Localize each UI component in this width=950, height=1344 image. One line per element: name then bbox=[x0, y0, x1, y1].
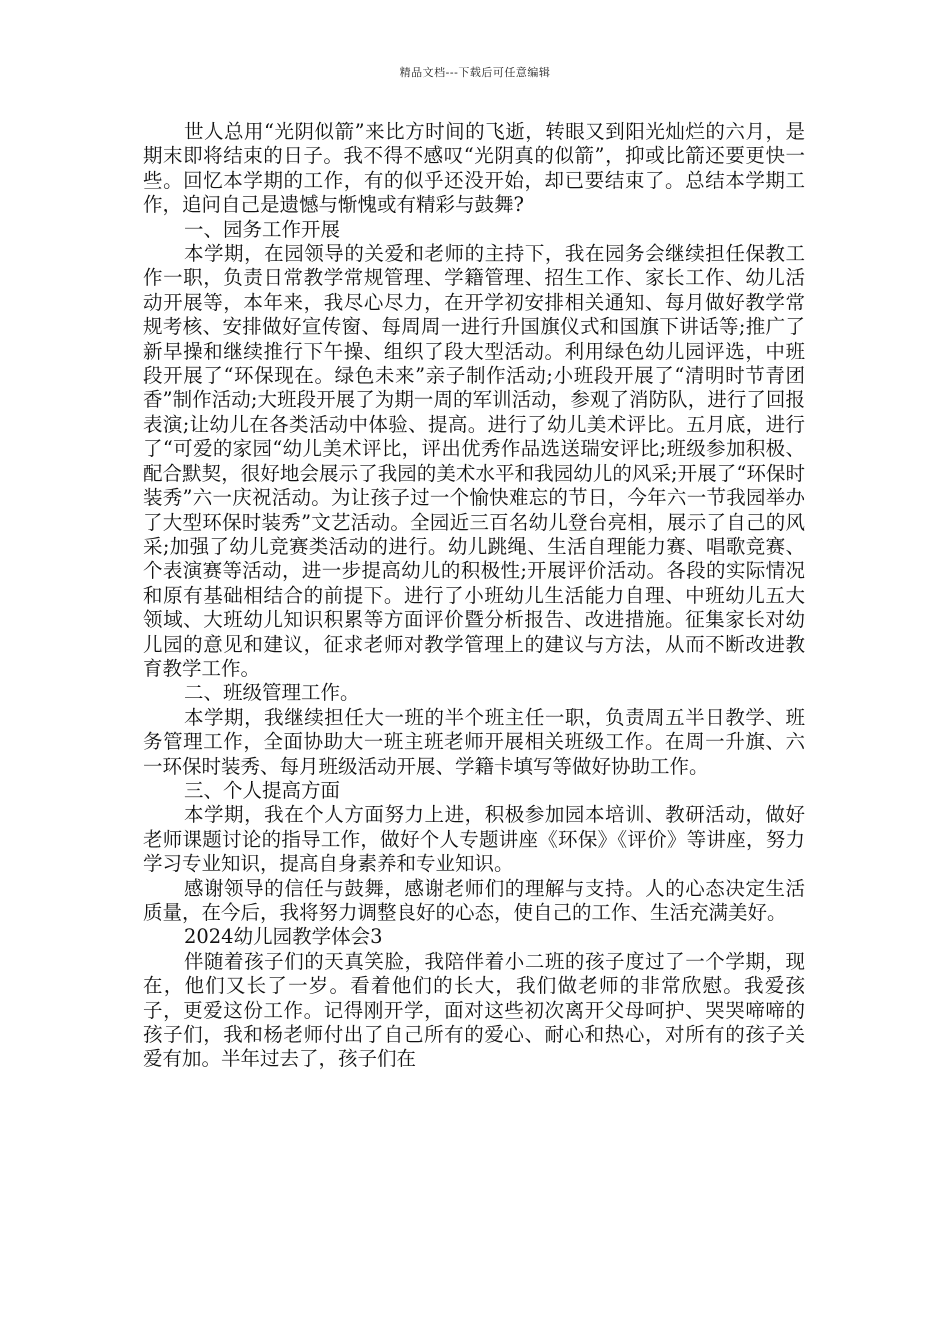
section-3-paragraph: 本学期，我在个人方面努力上进，积极参加园本培训、教研活动，做好老师课题讨论的指导工作，做好个人专题讲座《环保》《评价》等讲座，努力学习专业知识，提高自身素养和专业知识。 bbox=[143, 803, 805, 876]
closing-paragraph: 感谢领导的信任与鼓舞，感谢老师们的理解与支持。人的心态决定生活质量，在今后，我将努力调整良好的心态，使自己的工作、生活充满美好。 bbox=[143, 876, 805, 924]
page-header: 精品文档---下载后可任意编辑 bbox=[399, 66, 551, 79]
article-title: 2024幼儿园教学体会3 bbox=[183, 925, 383, 949]
section-heading-3: 三、个人提高方面 bbox=[183, 778, 340, 802]
intro-paragraph: 世人总用“光阴似箭”来比方时间的飞逝，转眼又到阳光灿烂的六月，是期末即将结束的日子。我不得不感叹“光阴真的似箭”，抑或比箭还要更快一些。回忆本学期的工作，有的似乎还没开始，却已要结束了。总结本学期工作，追问自己是遗憾与惭愧或有精彩与鼓舞? bbox=[143, 120, 805, 217]
article-paragraph: 伴随着孩子们的天真笑脸，我陪伴着小二班的孩子度过了一个学期，现在，他们又长了一岁。看着他们的长大，我们做老师的非常欣慰。我爱孩子，更爱这份工作。记得刚开学，面对这些初次离开父母呵护、哭哭啼啼的孩子们，我和杨老师付出了自己所有的爱心、耐心和热心，对所有的孩子关爱有加。半年过去了，孩子们在 bbox=[143, 949, 805, 1071]
section-heading-1: 一、园务工作开展 bbox=[183, 217, 340, 241]
section-heading-2: 二、班级管理工作。 bbox=[183, 681, 360, 705]
section-2-paragraph: 本学期，我继续担任大一班的半个班主任一职，负责周五半日教学、班务管理工作，全面协助大一班主班老师开展相关班级工作。在周一升旗、六一环保时装秀、每月班级活动开展、学籍卡填写等做好协助工作。 bbox=[143, 705, 805, 778]
document-body bbox=[143, 120, 805, 1072]
section-1-paragraph: 本学期，在园领导的关爱和老师的主持下，我在园务会继续担任保教工作一职，负责日常教学常规管理、学籍管理、招生工作、家长工作、幼儿活动开展等，本年来，我尽心尽力，在开学初安排相关通知、每月做好教学常规考核、安排做好宣传窗、每周周一进行升国旗仪式和国旗下讲话等;推广了新早操和继续推行下午操、组织了段大型活动。利用绿色幼儿园评选，中班段开展了“环保现在。绿色未来”亲子制作活动;小班段开展了“清明时节青团香”制作活动;大班段开展了为期一周的军训活动，参观了消防队，进行了回报表演;让幼儿在各类活动中体验、提高。进行了幼儿美术评比。五月底，进行了“可爱的家园“幼儿美术评比，评出优秀作品选送瑞安评比;班级参加积极、配合默契，很好地会展示了我园的美术水平和我园幼儿的风采;开展了“环保时装秀”六一庆祝活动。为让孩子过一个愉快难忘的节日，今年六一节我园举办了大型环保时装秀”文艺活动。全园近三百名幼儿登台亮相，展示了自己的风采;加强了幼儿竞赛类活动的进行。幼儿跳绳、生活自理能力赛、唱歌竞赛、个表演赛等活动，进一步提高幼儿的积极性;开展评价活动。各段的实际情况和原有基础相结合的前提下。进行了小班幼儿生活能力自理、中班幼儿五大领域、大班幼儿知识积累等方面评价暨分析报告、改进措施。征集家长对幼儿园的意见和建议，征求老师对教学管理上的建议与方法，从而不断改进教育教学工作。 bbox=[143, 242, 805, 680]
